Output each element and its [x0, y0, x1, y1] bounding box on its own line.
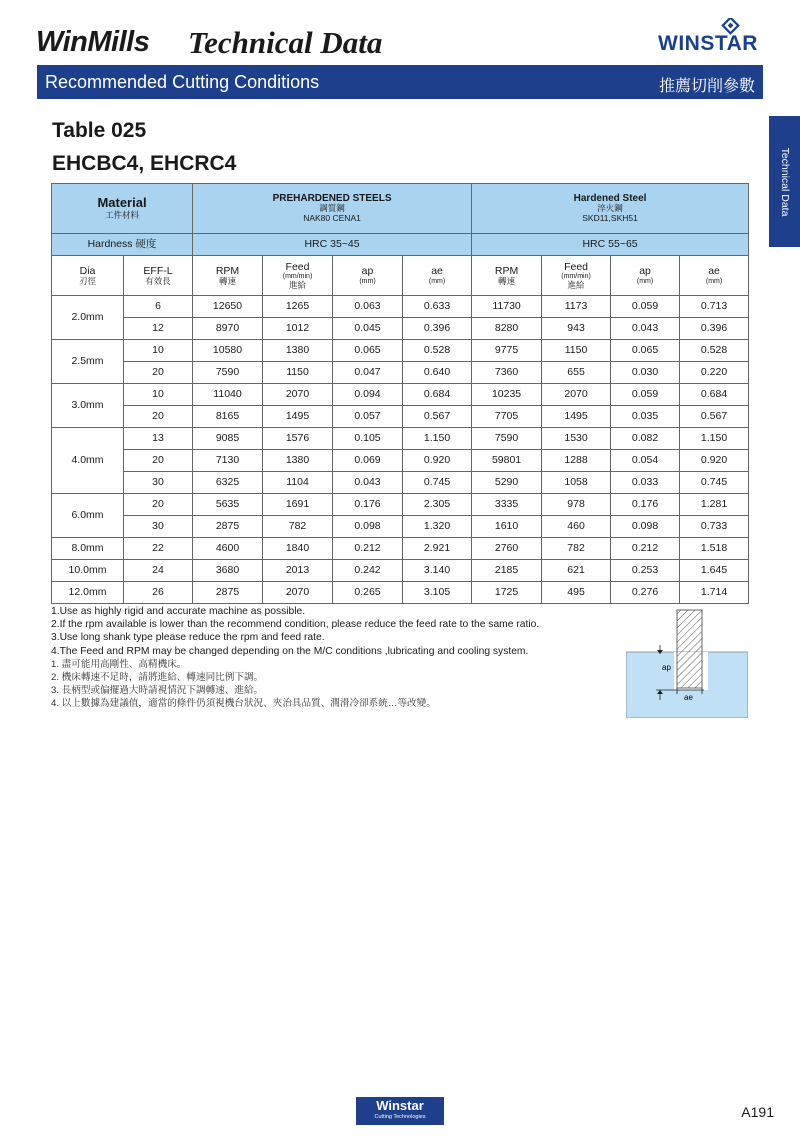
col-feed-1: Feed (mm/min) 進給 [263, 256, 333, 296]
col-ap-2: ap (mm) [611, 256, 680, 296]
table-cell: 0.045 [333, 318, 403, 340]
dia-cell: 2.0mm [52, 296, 124, 340]
table-cell: 0.212 [611, 538, 680, 560]
note-cn: 3. 長柄型或偏擺過大時請視情況下調轉速、進給。 [51, 685, 264, 697]
table-cell: 1495 [263, 406, 333, 428]
table-row [52, 494, 749, 516]
table-cell: 0.176 [333, 494, 403, 516]
footer-logo-text: Winstar [376, 1098, 424, 1113]
table-number: Table 025 [52, 119, 147, 142]
table-cell: 621 [542, 560, 611, 582]
dia-cell: 6.0mm [52, 494, 124, 538]
ap-label: ap [662, 663, 671, 672]
table-cell: 0.684 [680, 384, 749, 406]
table-cell: 0.043 [611, 318, 680, 340]
table-cell: 0.633 [403, 296, 472, 318]
table-cell: 1380 [263, 340, 333, 362]
table-cell: 1150 [263, 362, 333, 384]
table-cell: 0.035 [611, 406, 680, 428]
note-en: 1.Use as highly rigid and accurate machine as possible. [51, 606, 306, 617]
table-cell: 7705 [472, 406, 542, 428]
table-cell: 0.220 [680, 362, 749, 384]
table-cell: 0.528 [403, 340, 472, 362]
table-cell: 782 [263, 516, 333, 538]
table-cell: 6325 [193, 472, 263, 494]
footer-logo [356, 1097, 444, 1125]
table-cell: 11040 [193, 384, 263, 406]
table-cell: 0.242 [333, 560, 403, 582]
table-cell: 0.567 [680, 406, 749, 428]
table-cell: 0.105 [333, 428, 403, 450]
note-en: 4.The Feed and RPM may be changed depending on the M/C conditions ,lubricating and cooling system. [51, 645, 529, 657]
table-cell: 4600 [193, 538, 263, 560]
table-cell: 0.054 [611, 450, 680, 472]
table-cell: 20 [124, 450, 193, 472]
table-cell: 0.059 [611, 296, 680, 318]
hardness-group2: HRC 55~65 [472, 234, 749, 256]
table-cell: 20 [124, 362, 193, 384]
table-cell: 0.082 [611, 428, 680, 450]
table-cell: 2760 [472, 538, 542, 560]
table-cell: 2875 [193, 582, 263, 604]
table-cell: 9775 [472, 340, 542, 362]
note-cn: 2. 機床轉速不足時，請將進給、轉速同比例下調。 [51, 672, 264, 684]
table-cell: 0.713 [680, 296, 749, 318]
table-cell: 1265 [263, 296, 333, 318]
table-cell: 0.065 [611, 340, 680, 362]
table-cell: 1495 [542, 406, 611, 428]
table-cell: 1.320 [403, 516, 472, 538]
material-header: Material 工件材料 [52, 184, 193, 234]
hardened-steel-header: Hardened Steel 淬火鋼 SKD11,SKH51 [472, 184, 749, 234]
table-cell: 0.253 [611, 560, 680, 582]
table-row [52, 362, 749, 384]
table-cell: 2875 [193, 516, 263, 538]
table-cell: 0.069 [333, 450, 403, 472]
table-row [52, 406, 749, 428]
table-cell: 2070 [263, 582, 333, 604]
col-feed-2: Feed (mm/min) 進給 [542, 256, 611, 296]
table-cell: 8165 [193, 406, 263, 428]
table-cell: 24 [124, 560, 193, 582]
table-cell: 0.745 [403, 472, 472, 494]
table-cell: 0.265 [333, 582, 403, 604]
table-cell: 26 [124, 582, 193, 604]
hardness-label: Hardness 硬度 [52, 234, 193, 256]
dia-cell: 10.0mm [52, 560, 124, 582]
table-cell: 9085 [193, 428, 263, 450]
hardness-group1: HRC 35~45 [193, 234, 472, 256]
table-cell: 0.094 [333, 384, 403, 406]
table-cell: 0.047 [333, 362, 403, 384]
table-row [52, 560, 749, 582]
side-tab-technical-data[interactable] [769, 116, 800, 247]
table-cell: 782 [542, 538, 611, 560]
table-cell: 59801 [472, 450, 542, 472]
column-header-row [52, 256, 749, 296]
col-effl: EFF-L 有效長 [124, 256, 193, 296]
table-cell: 1012 [263, 318, 333, 340]
table-cell: 1173 [542, 296, 611, 318]
table-cell: 0.030 [611, 362, 680, 384]
page-number: A191 [741, 1104, 774, 1120]
table-cell: 5635 [193, 494, 263, 516]
logo-text: WINSTAR [658, 32, 758, 55]
table-cell: 1380 [263, 450, 333, 472]
table-cell: 1.150 [403, 428, 472, 450]
table-cell: 11730 [472, 296, 542, 318]
table-cell: 1.281 [680, 494, 749, 516]
table-row [52, 516, 749, 538]
table-cell: 10 [124, 384, 193, 406]
table-cell: 1288 [542, 450, 611, 472]
section-bar [37, 65, 763, 99]
table-cell: 2070 [263, 384, 333, 406]
table-row [52, 538, 749, 560]
table-cell: 0.212 [333, 538, 403, 560]
table-cell: 1150 [542, 340, 611, 362]
table-cell: 20 [124, 494, 193, 516]
table-cell: 1576 [263, 428, 333, 450]
table-row [52, 450, 749, 472]
table-name: EHCBC4, EHCRC4 [52, 152, 237, 175]
table-cell: 0.745 [680, 472, 749, 494]
col-dia: Dia 刃徑 [52, 256, 124, 296]
table-cell: 0.920 [403, 450, 472, 472]
table-cell: 0.396 [680, 318, 749, 340]
table-cell: 7590 [472, 428, 542, 450]
table-cell: 0.684 [403, 384, 472, 406]
winstar-logo [658, 20, 764, 56]
dia-cell: 12.0mm [52, 582, 124, 604]
note-en: 2.If the rpm available is lower than the recommend condition, please reduce the feed rate to the same ratio. [51, 619, 540, 631]
table-cell: 0.098 [611, 516, 680, 538]
section-title: Recommended Cutting Conditions [45, 72, 320, 92]
table-row [52, 384, 749, 406]
side-tab-label: Technical Data [779, 147, 791, 217]
dia-cell: 2.5mm [52, 340, 124, 384]
table-row [52, 318, 749, 340]
dia-cell: 4.0mm [52, 428, 124, 494]
table-cell: 460 [542, 516, 611, 538]
col-ae-1: ae (mm) [403, 256, 472, 296]
table-cell: 3335 [472, 494, 542, 516]
table-cell: 0.640 [403, 362, 472, 384]
table-cell: 1058 [542, 472, 611, 494]
ae-label: ae [684, 693, 693, 702]
table-cell: 0.567 [403, 406, 472, 428]
table-cell: 0.098 [333, 516, 403, 538]
col-rpm-1: RPM 轉速 [193, 256, 263, 296]
table-cell: 1.645 [680, 560, 749, 582]
table-cell: 2.305 [403, 494, 472, 516]
table-cell: 10 [124, 340, 193, 362]
dia-cell: 3.0mm [52, 384, 124, 428]
table-row [52, 472, 749, 494]
table-cell: 30 [124, 472, 193, 494]
table-cell: 3680 [193, 560, 263, 582]
table-cell: 1.150 [680, 428, 749, 450]
table-cell: 5290 [472, 472, 542, 494]
table-row [52, 296, 749, 318]
cutting-conditions-table [51, 183, 749, 604]
dia-cell: 8.0mm [52, 538, 124, 560]
table-cell: 3.105 [403, 582, 472, 604]
table-cell: 1691 [263, 494, 333, 516]
table-cell: 3.140 [403, 560, 472, 582]
table-cell: 0.528 [680, 340, 749, 362]
table-cell: 0.396 [403, 318, 472, 340]
table-cell: 2185 [472, 560, 542, 582]
table-cell: 0.920 [680, 450, 749, 472]
table-cell: 2.921 [403, 538, 472, 560]
table-cell: 0.176 [611, 494, 680, 516]
table-cell: 6 [124, 296, 193, 318]
ap-ae-diagram [626, 608, 748, 718]
table-cell: 0.057 [333, 406, 403, 428]
brand-name: WinMills [36, 26, 150, 58]
table-cell: 8280 [472, 318, 542, 340]
note-en: 3.Use long shank type please reduce the rpm and feed rate. [51, 632, 325, 644]
table-cell: 7590 [193, 362, 263, 384]
note-cn: 4. 以上數據為建議值，適當的條件仍須視機台狀況、夾治具品質、潤滑冷卻系統…等改變。 [51, 698, 436, 710]
table-cell: 1.714 [680, 582, 749, 604]
table-cell: 22 [124, 538, 193, 560]
table-row [52, 340, 749, 362]
table-cell: 10580 [193, 340, 263, 362]
table-cell: 1530 [542, 428, 611, 450]
table-cell: 1.518 [680, 538, 749, 560]
table-cell: 2013 [263, 560, 333, 582]
table-cell: 20 [124, 406, 193, 428]
table-cell: 0.059 [611, 384, 680, 406]
prehardened-steels-header: PREHARDENED STEELS 調質鋼 NAK80 CENA1 [193, 184, 472, 234]
col-ae-2: ae (mm) [680, 256, 749, 296]
table-cell: 0.733 [680, 516, 749, 538]
table-cell: 7360 [472, 362, 542, 384]
table-cell: 655 [542, 362, 611, 384]
table-cell: 0.063 [333, 296, 403, 318]
table-cell: 1725 [472, 582, 542, 604]
table-cell: 2070 [542, 384, 611, 406]
table-cell: 0.065 [333, 340, 403, 362]
footer-logo-sub: Cutting Technologies [374, 1114, 426, 1120]
col-ap-1: ap (mm) [333, 256, 403, 296]
table-cell: 1104 [263, 472, 333, 494]
table-cell: 495 [542, 582, 611, 604]
section-title-cn: 推薦切削參數 [658, 78, 755, 95]
table-cell: 13 [124, 428, 193, 450]
table-row [52, 428, 749, 450]
table-cell: 10235 [472, 384, 542, 406]
note-cn: 1. 盡可能用高剛性、高精機床。 [51, 658, 187, 670]
table-cell: 7130 [193, 450, 263, 472]
table-cell: 8970 [193, 318, 263, 340]
table-cell: 1610 [472, 516, 542, 538]
table-cell: 943 [542, 318, 611, 340]
notes [51, 605, 539, 711]
table-cell: 12 [124, 318, 193, 340]
table-cell: 0.033 [611, 472, 680, 494]
table-cell: 0.276 [611, 582, 680, 604]
end-mill-shape [677, 610, 702, 688]
table-cell: 30 [124, 516, 193, 538]
table-cell: 1840 [263, 538, 333, 560]
table-cell: 978 [542, 494, 611, 516]
page-title: Technical Data [188, 25, 383, 60]
table-row [52, 582, 749, 604]
table-cell: 12650 [193, 296, 263, 318]
table-cell: 0.043 [333, 472, 403, 494]
col-rpm-2: RPM 轉速 [472, 256, 542, 296]
